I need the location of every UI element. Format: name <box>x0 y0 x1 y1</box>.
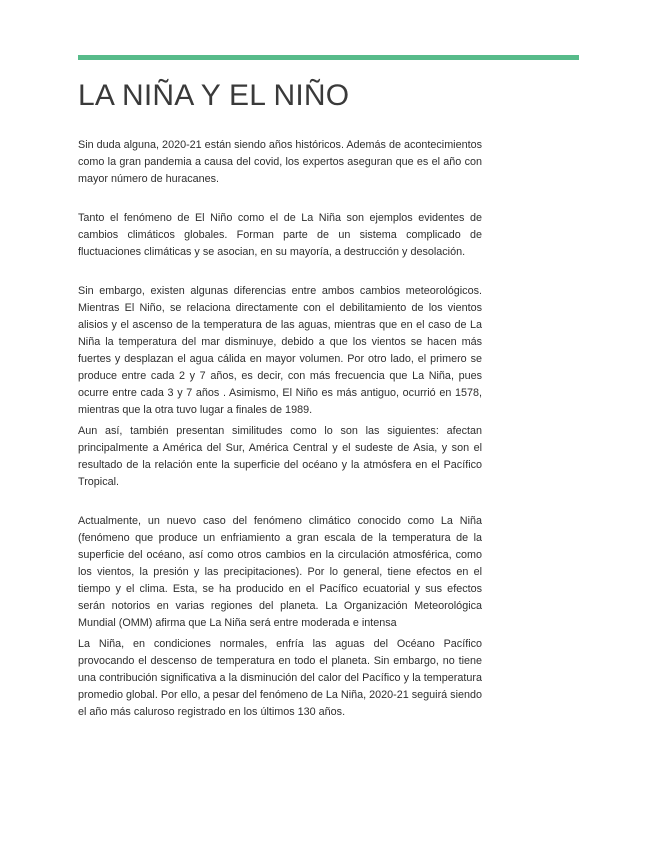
document-title: LA NIÑA Y EL NIÑO <box>78 79 350 112</box>
paragraph-normal-conditions: La Niña, en condiciones normales, enfría las aguas del Océano Pacífico provocando el descenso de temperatura en todo el planeta. Sin embargo, no tiene una contribución significativa a la disminución del calor del Pacífico y la temperatura promedio global. Por ello, a pesar del fenómeno de La Niña, 2020-21 seguirá siendo el año más caluroso registrado en los últimos 130 años. <box>78 638 482 718</box>
paragraph-intro: Sin duda alguna, 2020-21 están siendo años históricos. Además de acontecimientos como la gran pandemia a causa del covid, los expertos aseguran que es el año con mayor número de huracanes. <box>78 139 482 185</box>
paragraph-current-case: Actualmente, un nuevo caso del fenómeno climático conocido como La Niña (fenómeno que produce un enfriamiento a gran escala de la temperatura de la superficie del océano, así como otros cambios en la circulación atmosférica, como los vientos, la presión y las precipitaciones). Por lo general, tiene efectos en el tiempo y el clima. Esta, se ha producido en el Pacífico ecuatorial y sus efectos serán notorios en varias regiones del planeta. La Organización Meteorológica Mundial (OMM) afirma que La Niña será entre moderada e intensa <box>78 515 482 629</box>
paragraph-similarities: Aun así, también presentan similitudes como lo son las siguientes: afectan principalmente a América del Sur, América Central y el sudeste de Asia, y son el resultado de la relación ente la superficie del océano y la atmósfera en el Pacífico Tropical. <box>78 425 482 488</box>
paragraph-phenomena: Tanto el fenómeno de El Niño como el de La Niña son ejemplos evidentes de cambios climáticos globales. Forman parte de un sistema complicado de fluctuaciones climáticas y se asocian, en su mayoría, a destrucción y desolación. <box>78 212 482 258</box>
document-body <box>78 137 482 721</box>
paragraph-differences: Sin embargo, existen algunas diferencias entre ambos cambios meteorológicos. Mientras El Niño, se relaciona directamente con el debilitamiento de los vientos alisios y el ascenso de la temperatura de las aguas, mientras que en el caso de La Niña la temperatura del mar disminuye, debido a que los vientos se hacen más fuertes y desplazan el agua cálida en mayor volumen. Por otro lado, el primero se produce entre cada 2 y 7 años, es decir, con más frecuencia que La Niña, pues ocurre entre cada 3 y 7 años . Asimismo, El Niño es más antiguo, ocurrió en 1578, mientras que la otra tuvo lugar a finales de 1989. <box>78 285 482 416</box>
header-accent-bar <box>78 55 579 60</box>
